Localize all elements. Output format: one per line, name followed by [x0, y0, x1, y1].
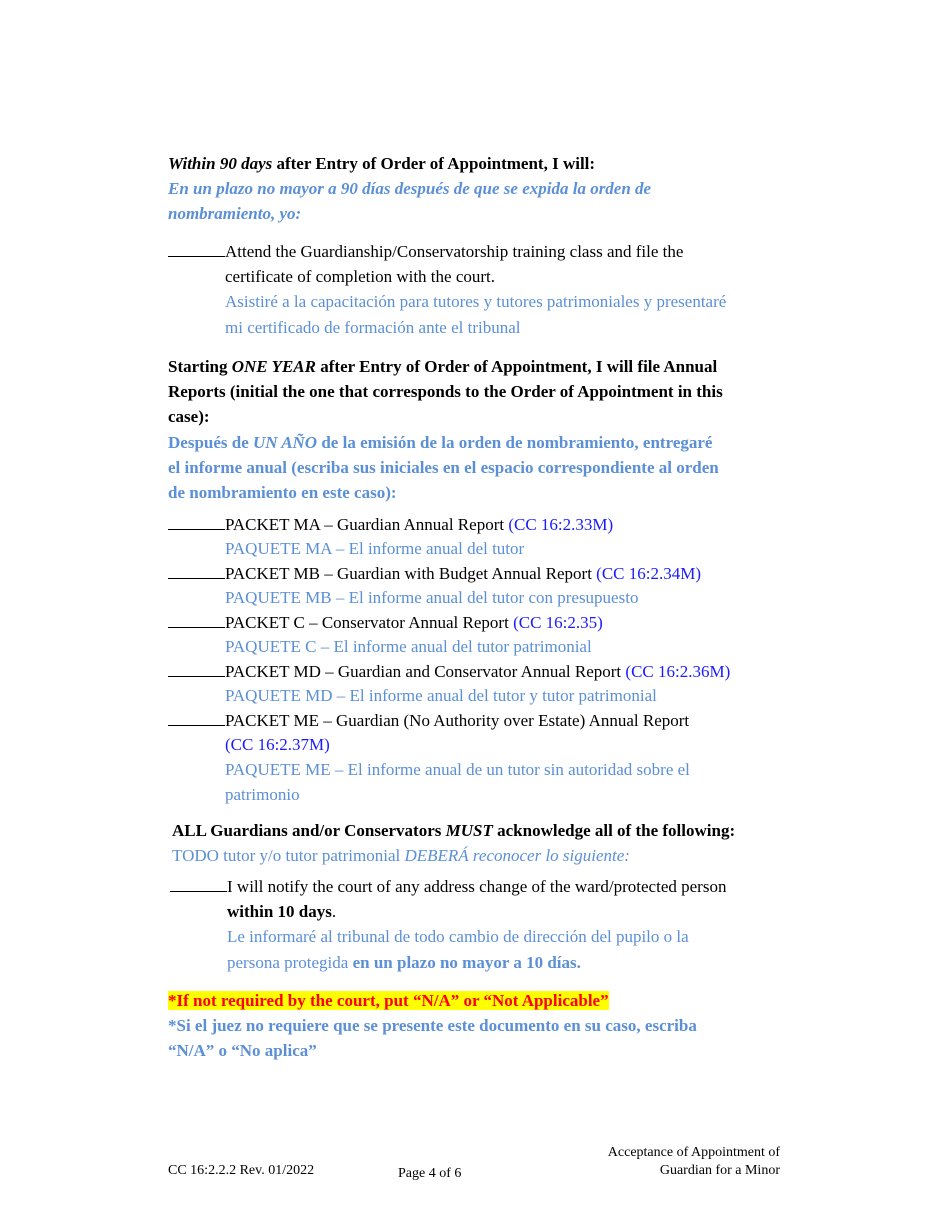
- initials-blank[interactable]: [168, 512, 225, 530]
- packet-me-es: patrimonio: [225, 785, 300, 804]
- section-heading-es: nombramiento, yo:: [168, 204, 302, 223]
- section-heading: ALL Guardians and/or Conservators MUST acknowledge all of the following:: [172, 821, 736, 840]
- item-text: certificate of completion with the court.: [225, 267, 496, 286]
- packet-ma-item: PACKET MA – Guardian Annual Report (CC 16:2.33M): [168, 512, 613, 537]
- initials-blank[interactable]: [168, 610, 225, 628]
- packet-me-es: PAQUETE ME – El informe anual de un tutor sin autoridad sobre el: [225, 760, 690, 779]
- not-applicable-notice: [168, 988, 697, 1063]
- section-heading: Reports (initial the one that corresponds to the Order of Appointment in this: [168, 382, 723, 401]
- initials-blank[interactable]: [168, 708, 225, 726]
- footer-page-number: Page 4 of 6: [398, 1166, 462, 1181]
- initials-blank[interactable]: [168, 659, 225, 677]
- footer-form-title: Acceptance of Appointment of Guardian for a Minor: [607, 1145, 780, 1178]
- packet-ma-es: PAQUETE MA – El informe anual del tutor: [225, 539, 525, 558]
- section-annual-reports: [168, 354, 723, 505]
- section-heading-es: el informe anual (escriba sus iniciales en el espacio correspondiente al orden: [168, 458, 719, 477]
- packet-mb-item: PACKET MB – Guardian with Budget Annual Report (CC 16:2.34M): [168, 561, 701, 586]
- section-heading-es: de nombramiento en este caso):: [168, 483, 397, 502]
- notice-highlight: *If not required by the court, put “N/A” or “Not Applicable”: [168, 991, 609, 1010]
- notice-es: *Si el juez no requiere que se presente este documento en su caso, escriba: [168, 1016, 697, 1035]
- initial-item-training: Attend the Guardianship/Conservatorship training class and file the: [168, 239, 683, 264]
- packet-md-es: PAQUETE MD – El informe anual del tutor y tutor patrimonial: [225, 686, 657, 705]
- initials-blank[interactable]: [170, 874, 227, 892]
- packet-c-item: PACKET C – Conservator Annual Report (CC 16:2.35): [168, 610, 603, 635]
- section-acknowledge: [172, 818, 735, 868]
- notice-es: “N/A” o “No aplica”: [168, 1041, 317, 1060]
- packet-md-item: PACKET MD – Guardian and Conservator Annual Report (CC 16:2.36M): [168, 659, 730, 684]
- item-text-es: persona protegida en un plazo no mayor a 10 días.: [227, 953, 581, 972]
- section-heading: Starting ONE YEAR after Entry of Order of Appointment, I will file Annual: [168, 357, 718, 376]
- item-text: within 10 days.: [227, 902, 337, 921]
- packet-me-item: PACKET ME – Guardian (No Authority over Estate) Annual Report: [168, 708, 689, 733]
- section-heading: case):: [168, 407, 210, 426]
- section-90-days: [168, 151, 651, 226]
- section-heading-es: TODO tutor y/o tutor patrimonial DEBERÁ reconocer lo siguiente:: [172, 846, 630, 865]
- packet-me-ref: (CC 16:2.37M): [225, 735, 330, 754]
- footer-form-id: CC 16:2.2.2 Rev. 01/2022: [168, 1163, 315, 1178]
- packet-c-es: PAQUETE C – El informe anual del tutor patrimonial: [225, 637, 592, 656]
- packet-mb-es: PAQUETE MB – El informe anual del tutor con presupuesto: [225, 588, 639, 607]
- item-text-es: Asistiré a la capacitación para tutores y tutores patrimoniales y presentaré: [225, 292, 727, 311]
- section-heading: Within 90 days after Entry of Order of Appointment, I will:: [168, 154, 596, 173]
- initials-blank[interactable]: [168, 561, 225, 579]
- section-heading-es: Después de UN AÑO de la emisión de la orden de nombramiento, entregaré: [168, 433, 713, 452]
- item-text-es: Le informaré al tribunal de todo cambio de dirección del pupilo o la: [227, 927, 689, 946]
- section-heading-es: En un plazo no mayor a 90 días después de que se expida la orden de: [168, 179, 652, 198]
- initials-blank[interactable]: [168, 239, 225, 257]
- initial-item-address: I will notify the court of any address change of the ward/protected person: [170, 874, 726, 899]
- item-text-es: mi certificado de formación ante el tribunal: [225, 318, 521, 337]
